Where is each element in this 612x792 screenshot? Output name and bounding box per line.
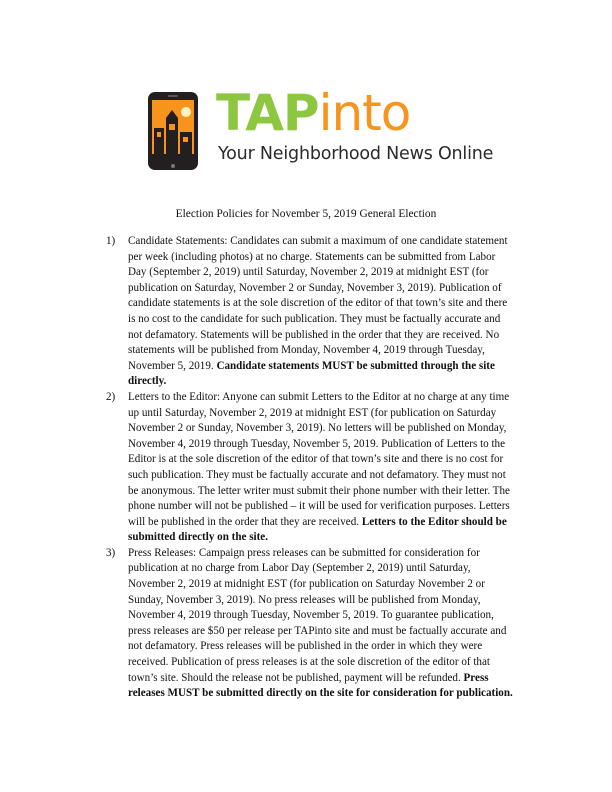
brand-tagline: Your Neighborhood News Online xyxy=(218,144,494,164)
item-text: Candidate Statements: Candidates can submit a maximum of one candidate statement per week (including photos) at no charge. Statements can be submitted from Labor Day (September 2, 2019) until Saturday, November 2, 2019 at midnight EST (for publication on Saturday, November 2 or Sunday, November 3, 2019). Publication of candidate statements is at the sole discretion of the editor of that town’s site and there is no cost to the candidate for such publication. They must be factually accurate and not defamatory. Statements will be published in the order that they are received. No statements will be published from Monday, November 4, 2019 through Tuesday, November 5, 2019. xyxy=(128,235,508,372)
brand-tap: TAP xyxy=(216,84,319,142)
brand-wordmark xyxy=(216,84,411,142)
item-text: Press Releases: Campaign press releases can be submitted for consideration for publication at no charge from Labor Day (September 2, 2019) until Saturday, November 2, 2019 at midnight EST (for publication on Saturday November 2 or Sunday, November 3, 2019). No press releases will be published from Monday, November 4, 2019 through Tuesday, November 5, 2019. To guarantee publication, press releases are $50 per release per TAPinto site and must be factually accurate and not defamatory. Press releases will be published in the order in which they were received. Publication of press releases is at the sole discretion of the editor of that town’s site. Should the release not be published, payment will be refunded. xyxy=(128,546,507,684)
tapinto-logo xyxy=(148,84,494,172)
item-number: 2) xyxy=(106,390,116,403)
item-bold-note: Press releases MUST be submitted directly on the site for consideration for publication. xyxy=(128,671,513,700)
item-text: Letters to the Editor: Anyone can submit Letters to the Editor at no charge at any time up until Saturday, November 2, 2019 at midnight EST (for publication on Saturday November 2 or Sunday, November 3, 2019). No letters will be published on Monday, November 4, 2019 through Tuesday, November 5, 2019. Publication of Letters to the Editor is at the sole discretion of the editor of that town’s site and there is no cost for such publication. They must be factually accurate and not defamatory. They must not be anonymous. The letter writer must submit their phone number with their letter. The phone number will not be published – it will be used for verification purposes. Letters will be published in the order that they are received. xyxy=(128,390,510,528)
policy-item-letters-to-editor xyxy=(106,390,516,546)
brand-into: into xyxy=(318,84,411,142)
policy-list xyxy=(106,234,516,702)
item-number: 1) xyxy=(106,235,116,247)
document-title: Election Policies for November 5, 2019 General Election xyxy=(175,208,437,220)
policy-item-candidate-statements xyxy=(106,234,516,390)
phone-icon xyxy=(148,92,198,170)
item-bold-note: Candidate statements MUST be submitted through the site directly. xyxy=(128,359,495,388)
item-bold-note: Letters to the Editor should be submitted directly on the site. xyxy=(128,515,507,544)
item-number: 3) xyxy=(106,546,116,559)
policy-item-press-releases xyxy=(106,546,516,702)
